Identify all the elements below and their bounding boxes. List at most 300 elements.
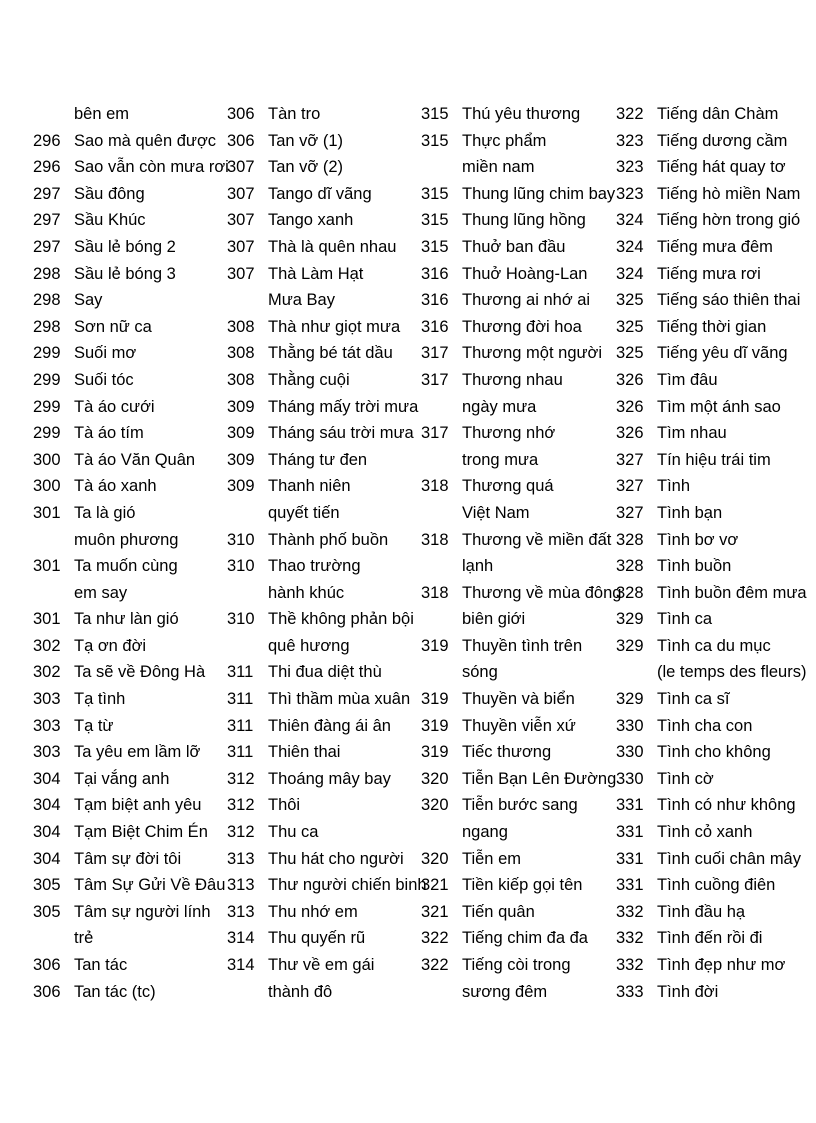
page-number: 303 <box>33 743 61 762</box>
song-title: Tâm sự đời tôi <box>74 849 182 868</box>
song-title: Tiếng dân Chàm <box>657 105 779 123</box>
page-number <box>227 287 253 314</box>
song-title: Thề không phản bội <box>268 610 414 629</box>
song-title: Thung lũng hồng <box>462 211 586 230</box>
index-entry <box>33 766 229 793</box>
index-entry <box>227 713 427 740</box>
page-number: 331 <box>616 849 644 868</box>
song-title: Tình cuối chân mây <box>657 849 801 868</box>
page-number: 327 <box>616 450 644 469</box>
song-title: Thu ca <box>268 823 319 842</box>
song-title: Thì thầm mùa xuân <box>268 690 411 709</box>
song-title: Tiếc thương <box>462 743 552 762</box>
page-number: 313 <box>227 876 255 895</box>
song-title: ngang <box>462 823 508 842</box>
song-title: Tan tác (tc) <box>74 982 156 1001</box>
page-number: 308 <box>227 370 255 389</box>
song-title: Thà Làm Hạt <box>268 264 364 283</box>
song-title: Sầu đông <box>74 184 145 203</box>
index-entry <box>227 872 427 899</box>
index-entry <box>421 181 621 208</box>
index-entry <box>616 739 807 766</box>
index-entry <box>421 659 621 686</box>
page-number: 312 <box>227 796 255 815</box>
page-number: 298 <box>33 291 61 310</box>
song-title: Thư người chiến binh <box>268 876 427 895</box>
song-title: Sao vẫn còn mưa rơi <box>74 158 229 177</box>
page-number: 329 <box>616 636 644 655</box>
index-column-3 <box>421 101 621 1005</box>
page-number <box>227 979 253 1006</box>
index-entry <box>227 128 427 155</box>
index-entry <box>227 792 427 819</box>
song-title: Ta sẽ về Đông Hà <box>74 663 206 682</box>
index-entry <box>227 766 427 793</box>
page-number: 304 <box>33 823 61 842</box>
index-entry <box>616 340 807 367</box>
song-title: Thà như giọt mưa <box>268 317 401 336</box>
song-title: Tiến quân <box>462 902 535 921</box>
index-entry <box>33 792 229 819</box>
song-title: Tà áo cưới <box>74 397 155 416</box>
song-title: Tình bơ vơ <box>657 530 739 549</box>
page-number: 298 <box>33 317 61 336</box>
song-title: Tình bạn <box>657 503 723 522</box>
song-title: Tiếng yêu dĩ vãng <box>657 344 788 363</box>
index-entry <box>33 314 229 341</box>
page-number: 327 <box>616 477 644 496</box>
index-entry <box>616 553 807 580</box>
index-entry <box>421 420 621 447</box>
page-number: 326 <box>616 397 644 416</box>
page-number: 331 <box>616 796 644 815</box>
index-entry <box>616 606 807 633</box>
index-entry <box>33 154 229 181</box>
page-number: 325 <box>616 317 644 336</box>
song-title: Tình có như không <box>657 796 796 815</box>
page-number: 319 <box>421 716 449 735</box>
song-title: Tình cha con <box>657 716 753 735</box>
song-title: Tiếng mưa đêm <box>657 237 773 256</box>
song-title: Tiếng chim đa đa <box>462 929 588 948</box>
index-entry <box>421 580 621 607</box>
index-entry <box>227 580 427 607</box>
page-number: 310 <box>227 610 255 629</box>
page-number <box>33 527 59 554</box>
index-entry <box>33 447 229 474</box>
page-number: 320 <box>421 849 449 868</box>
page-number <box>421 819 447 846</box>
page-number: 331 <box>616 876 644 895</box>
page-number: 328 <box>616 583 644 602</box>
page-number: 307 <box>227 184 255 203</box>
song-title: bên em <box>74 105 130 123</box>
index-entry <box>616 181 807 208</box>
page-number: 330 <box>616 769 644 788</box>
index-entry <box>616 234 807 261</box>
song-title: Thu nhớ em <box>268 902 358 921</box>
song-title: Tạm Biệt Chim Én <box>74 823 208 842</box>
index-column-1 <box>33 101 229 1005</box>
index-entry <box>616 792 807 819</box>
song-title: Tạ tình <box>74 690 126 709</box>
page-number: 321 <box>421 902 449 921</box>
index-entry <box>33 952 229 979</box>
index-entry <box>421 792 621 819</box>
song-title: Suối mơ <box>74 344 137 363</box>
song-title: Sao mà quên được <box>74 131 217 150</box>
song-title: Sầu lẻ bóng 2 <box>74 237 176 256</box>
page-number: 306 <box>33 982 61 1001</box>
song-title: Ta là gió <box>74 503 136 522</box>
page-number: 314 <box>227 929 255 948</box>
index-entry <box>33 659 229 686</box>
index-entry <box>227 207 427 234</box>
page-number <box>421 447 447 474</box>
song-title: em say <box>74 583 128 602</box>
page-number: 330 <box>616 743 644 762</box>
index-entry <box>616 447 807 474</box>
page-number: 301 <box>33 610 61 629</box>
page-number: 318 <box>421 530 449 549</box>
index-entry <box>33 872 229 899</box>
index-entry <box>33 899 229 926</box>
page-number: 316 <box>421 264 449 283</box>
song-title: Thuở Hoàng-Lan <box>462 264 588 283</box>
index-entry <box>616 420 807 447</box>
index-entry <box>421 872 621 899</box>
song-title: Tình đến rồi đi <box>657 929 763 948</box>
page-number: 300 <box>33 477 61 496</box>
page-number: 329 <box>616 610 644 629</box>
song-title: Ta như làn gió <box>74 610 179 629</box>
page-number <box>421 500 447 527</box>
page-number <box>616 659 642 686</box>
page-number: 308 <box>227 344 255 363</box>
page-number: 323 <box>616 131 644 150</box>
index-entry <box>616 154 807 181</box>
song-title: Tiễn em <box>462 849 521 868</box>
index-entry <box>227 234 427 261</box>
page-number: 313 <box>227 902 255 921</box>
song-title: Ta yêu em lầm lỡ <box>74 743 201 762</box>
song-title: Tại vắng anh <box>74 769 170 788</box>
index-entry <box>421 846 621 873</box>
page-number: 301 <box>33 503 61 522</box>
page-number: 322 <box>421 956 449 974</box>
song-title: Tiễn Bạn Lên Đường <box>462 769 617 788</box>
song-title: Tình cho không <box>657 743 771 762</box>
index-entry <box>616 287 807 314</box>
song-title: Thương ai nhớ ai <box>462 291 591 310</box>
page-number: 297 <box>33 184 61 203</box>
index-entry <box>33 979 229 1006</box>
index-entry <box>616 394 807 421</box>
song-title: Suối tóc <box>74 370 134 389</box>
index-entry <box>33 580 229 607</box>
index-entry <box>33 473 229 500</box>
song-title: Tìm đâu <box>657 370 718 389</box>
page-number <box>421 979 447 1006</box>
page-number: 313 <box>227 849 255 868</box>
index-entry <box>421 128 621 155</box>
song-title: Tháng sáu trời mưa <box>268 424 414 443</box>
page-number: 303 <box>33 716 61 735</box>
index-entry <box>227 340 427 367</box>
index-entry <box>227 819 427 846</box>
index-entry <box>33 287 229 314</box>
page-number: 303 <box>33 690 61 709</box>
song-title: Tình cuồng điên <box>657 876 776 895</box>
song-title: Tiếng sáo thiên thai <box>657 291 801 310</box>
page-number: 299 <box>33 397 61 416</box>
song-title: Thằng bé tát dầu <box>268 344 393 363</box>
page-number: 311 <box>227 743 254 762</box>
song-title: Tiếng hát quay tơ <box>657 158 786 177</box>
index-entry <box>227 553 427 580</box>
index-entry <box>227 952 427 979</box>
page-number: 322 <box>616 105 644 123</box>
index-entry <box>227 473 427 500</box>
index-entry <box>33 819 229 846</box>
page-number: 306 <box>227 131 255 150</box>
index-entry <box>616 527 807 554</box>
song-title: biên giới <box>462 610 526 629</box>
page-number: 297 <box>33 237 61 256</box>
song-title: Thuở ban đầu <box>462 237 566 256</box>
page-number: 310 <box>227 530 255 549</box>
song-title: Tiếng thời gian <box>657 317 767 336</box>
page-number: 304 <box>33 769 61 788</box>
page-number: 308 <box>227 317 255 336</box>
song-title: Tạ ơn đời <box>74 636 147 655</box>
index-column-4 <box>616 101 807 1005</box>
page-number: 319 <box>421 743 449 762</box>
index-entry <box>421 207 621 234</box>
page-number <box>227 500 253 527</box>
song-title: Tà áo Văn Quân <box>74 450 196 469</box>
page-number: 328 <box>616 530 644 549</box>
index-entry <box>33 713 229 740</box>
page-number: 305 <box>33 876 61 895</box>
index-entry <box>227 527 427 554</box>
page-number: 319 <box>421 690 449 709</box>
index-entry <box>421 314 621 341</box>
song-title: Tình buồn đêm mưa <box>657 583 807 602</box>
song-title: Tình đời <box>657 982 719 1001</box>
song-title: Thoáng mây bay <box>268 769 391 788</box>
page-number: 314 <box>227 956 255 974</box>
page-number: 320 <box>421 796 449 815</box>
song-title: Tình buồn <box>657 557 732 576</box>
index-entry <box>616 473 807 500</box>
song-title: Mưa Bay <box>268 291 335 310</box>
page-number: 309 <box>227 477 255 496</box>
song-title: trẻ <box>74 929 94 948</box>
index-entry <box>616 580 807 607</box>
index-entry <box>227 101 427 128</box>
index-entry <box>33 340 229 367</box>
page-number: 307 <box>227 237 255 256</box>
index-entry <box>33 739 229 766</box>
index-entry <box>33 633 229 660</box>
index-entry <box>616 633 807 660</box>
song-title: Say <box>74 291 103 310</box>
song-title: Thương nhớ <box>462 424 556 443</box>
index-entry <box>616 872 807 899</box>
page-number: 317 <box>421 344 449 363</box>
index-entry <box>616 500 807 527</box>
song-title: Thư về em gái <box>268 956 375 974</box>
index-entry <box>421 287 621 314</box>
page-number <box>421 606 447 633</box>
song-title: Thi đua diệt thù <box>268 663 382 682</box>
page-number: 325 <box>616 344 644 363</box>
page-number: 316 <box>421 291 449 310</box>
index-entry <box>616 101 807 128</box>
index-entry <box>33 606 229 633</box>
song-title: Sầu lẻ bóng 3 <box>74 264 176 283</box>
page-number: 332 <box>616 929 644 948</box>
index-entry <box>227 447 427 474</box>
song-title: Tiếng dương cầm <box>657 131 788 150</box>
song-title: Tình ca sĩ <box>657 690 730 709</box>
page-number: 311 <box>227 716 254 735</box>
song-title: Thằng cuội <box>268 370 350 389</box>
index-entry <box>421 686 621 713</box>
song-title: Thương về miền đất <box>462 530 612 549</box>
song-title: sóng <box>462 663 498 682</box>
index-entry <box>227 846 427 873</box>
index-entry <box>227 420 427 447</box>
index-entry <box>33 181 229 208</box>
song-title: Thà là quên nhau <box>268 237 397 256</box>
index-entry <box>227 925 427 952</box>
page-number: 307 <box>227 158 255 177</box>
index-entry <box>227 181 427 208</box>
page-number: 326 <box>616 424 644 443</box>
page-number: 311 <box>227 690 254 709</box>
page-number: 326 <box>616 370 644 389</box>
index-entry <box>421 527 621 554</box>
index-entry <box>33 420 229 447</box>
index-entry <box>227 154 427 181</box>
song-title: Tiền kiếp gọi tên <box>462 876 583 895</box>
song-title: Thương nhau <box>462 370 563 389</box>
page-number: 323 <box>616 184 644 203</box>
page-number: 319 <box>421 636 449 655</box>
page-number: 329 <box>616 690 644 709</box>
index-entry <box>616 367 807 394</box>
page-number <box>421 659 447 686</box>
page-number: 317 <box>421 424 449 443</box>
page-number: 312 <box>227 769 255 788</box>
song-title: Tango dĩ vãng <box>268 184 372 203</box>
index-entry <box>421 261 621 288</box>
index-entry <box>421 234 621 261</box>
song-title: Tình cỏ xanh <box>657 823 753 842</box>
index-entry <box>227 606 427 633</box>
index-entry <box>616 846 807 873</box>
page-number: 316 <box>421 317 449 336</box>
song-title: Tình ca <box>657 610 713 629</box>
index-entry <box>421 819 621 846</box>
page-number: 307 <box>227 264 255 283</box>
song-title: Thao trường <box>268 557 361 576</box>
song-title: Thuyền tình trên <box>462 636 583 655</box>
index-entry <box>421 340 621 367</box>
index-entry <box>227 739 427 766</box>
song-title: Tạ từ <box>74 716 114 735</box>
page-number: 306 <box>33 956 61 974</box>
song-title: Tan tác <box>74 956 128 974</box>
index-entry <box>421 739 621 766</box>
page-number: 327 <box>616 503 644 522</box>
page-number: 324 <box>616 211 644 230</box>
index-entry <box>33 846 229 873</box>
page-number: 296 <box>33 131 61 150</box>
song-title: Tình đẹp như mơ <box>657 956 786 974</box>
index-entry <box>616 128 807 155</box>
page-number: 312 <box>227 823 255 842</box>
page-number: 309 <box>227 450 255 469</box>
page-number <box>33 925 59 952</box>
song-title: Thương một người <box>462 344 603 363</box>
index-entry <box>227 500 427 527</box>
song-title: Tiếng còi trong <box>462 956 571 974</box>
index-entry <box>616 899 807 926</box>
index-entry <box>421 952 621 979</box>
index-entry <box>616 659 807 686</box>
index-entry <box>227 686 427 713</box>
page-number: 315 <box>421 237 449 256</box>
page-number: 315 <box>421 131 449 150</box>
page-number: 315 <box>421 105 449 123</box>
page-number: 315 <box>421 184 449 203</box>
page-number: 315 <box>421 211 449 230</box>
song-title: Tiễn bước sang <box>462 796 578 815</box>
page-number: 302 <box>33 663 61 682</box>
song-title: muôn phương <box>74 530 179 549</box>
song-title: Thuyền và biển <box>462 690 575 709</box>
index-entry <box>421 713 621 740</box>
song-title: Tìm nhau <box>657 424 727 443</box>
index-entry <box>227 659 427 686</box>
song-title: quyết tiến <box>268 503 340 522</box>
page-number <box>421 553 447 580</box>
page-number: 318 <box>421 583 449 602</box>
index-entry <box>421 447 621 474</box>
song-title: Tango xanh <box>268 211 354 230</box>
page-number: 300 <box>33 450 61 469</box>
index-entry <box>616 819 807 846</box>
song-title: lạnh <box>462 557 494 576</box>
index-entry <box>616 713 807 740</box>
page-number: 317 <box>421 370 449 389</box>
song-title: Thôi <box>268 796 301 815</box>
page-number <box>33 580 59 607</box>
song-title: Thương quá <box>462 477 554 496</box>
page-number: 304 <box>33 796 61 815</box>
index-entry <box>33 527 229 554</box>
page-number: 332 <box>616 956 644 974</box>
page-number: 325 <box>616 291 644 310</box>
song-title: Thanh niên <box>268 477 351 496</box>
page-number <box>421 394 447 421</box>
song-title: Tâm sự người lính <box>74 902 211 921</box>
page-number: 298 <box>33 264 61 283</box>
index-entry <box>616 952 807 979</box>
